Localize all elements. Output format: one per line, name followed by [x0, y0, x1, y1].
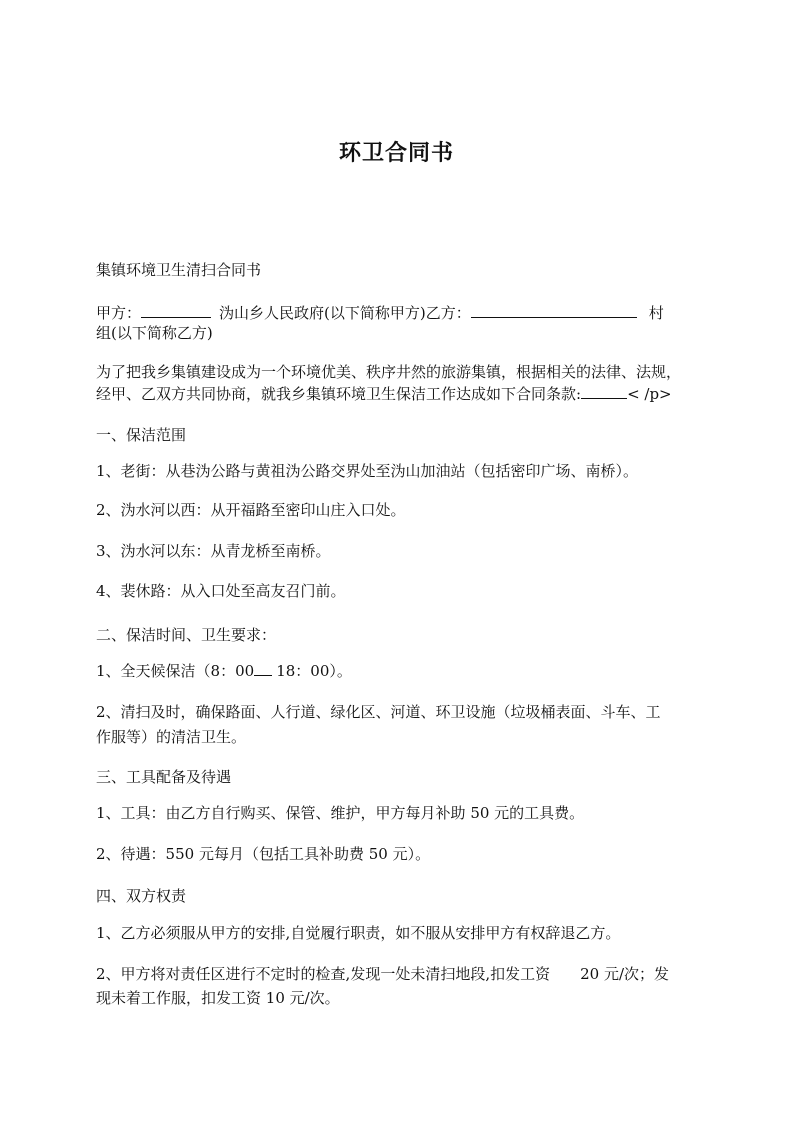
section-2-item-1: [96, 659, 708, 682]
parties-line-1: [96, 301, 708, 324]
section-1-item-1: 1、老街：从巷沩公路与黄祖沩公路交界处至沩山加油站（包括密印广场、南桥）。: [96, 462, 639, 480]
hours-start: 1、全天候保洁（8：00: [96, 662, 255, 680]
section-4-heading: 四、双方权责: [96, 887, 187, 905]
subtitle: 集镇环境卫生清扫合同书: [96, 261, 262, 279]
section-2-item-2-line-2: 作服等）的清洁卫生。: [96, 728, 247, 746]
preamble-tail: < /p>: [627, 385, 672, 403]
section-1-item-3: 3、沩水河以东：从青龙桥至南桥。: [96, 542, 331, 560]
hours-blank: [254, 659, 272, 676]
preamble-line-2: [96, 382, 708, 405]
section-1-item-4: 4、裴休路：从入口处至高友召门前。: [96, 582, 346, 600]
section-3-heading: 三、工具配备及待遇: [96, 768, 232, 786]
section-2-heading: 二、保洁时间、卫生要求：: [96, 626, 277, 644]
penalty-amount: 20 元/次；发: [580, 965, 670, 983]
section-1-item-2: 2、沩水河以西：从开福路至密印山庄入口处。: [96, 501, 406, 519]
section-4-item-2-line-2: 现未着工作服，扣发工资 10 元/次。: [96, 989, 340, 1007]
section-2-item-2-line-1: 2、清扫及时，确保路面、人行道、绿化区、河道、环卫设施（垃圾桶表面、斗车、工: [96, 703, 661, 721]
party-b-suffix: 村: [648, 304, 664, 322]
preamble-line-1: 为了把我乡集镇建设成为一个环境优美、秩序井然的旅游集镇，根据相关的法律、法规，: [96, 363, 682, 381]
preamble-text: 经甲、乙双方共同协商，就我乡集镇环境卫生保洁工作达成如下合同条款:: [96, 385, 582, 403]
party-a-name: 沩山乡人民政府(以下简称甲方)乙方：: [219, 304, 471, 322]
section-3-item-2: 2、待遇：550 元每月（包括工具补助费 50 元）。: [96, 845, 431, 863]
party-a-label: 甲方：: [96, 304, 142, 322]
section-3-item-1: 1、工具：由乙方自行购买、保管、维护，甲方每月补助 50 元的工具费。: [96, 804, 585, 822]
party-a-blank: [141, 301, 211, 318]
document-title: 环卫合同书: [338, 141, 454, 166]
party-b-blank: [471, 301, 637, 318]
parties-line-2: 组(以下简称乙方): [96, 324, 213, 342]
preamble-blank: [581, 382, 627, 399]
section-4-item-1: 1、乙方必须服从甲方的安排,自觉履行职责，如不服从安排甲方有权辞退乙方。: [96, 924, 621, 942]
section-1-heading: 一、保洁范围: [96, 426, 187, 444]
hours-end: 18：00）。: [276, 662, 352, 680]
section-4-item-2-line-1: [96, 963, 708, 985]
penalty-text: 2、甲方将对责任区进行不定时的检查,发现一处未清扫地段,扣发工资: [96, 965, 551, 983]
